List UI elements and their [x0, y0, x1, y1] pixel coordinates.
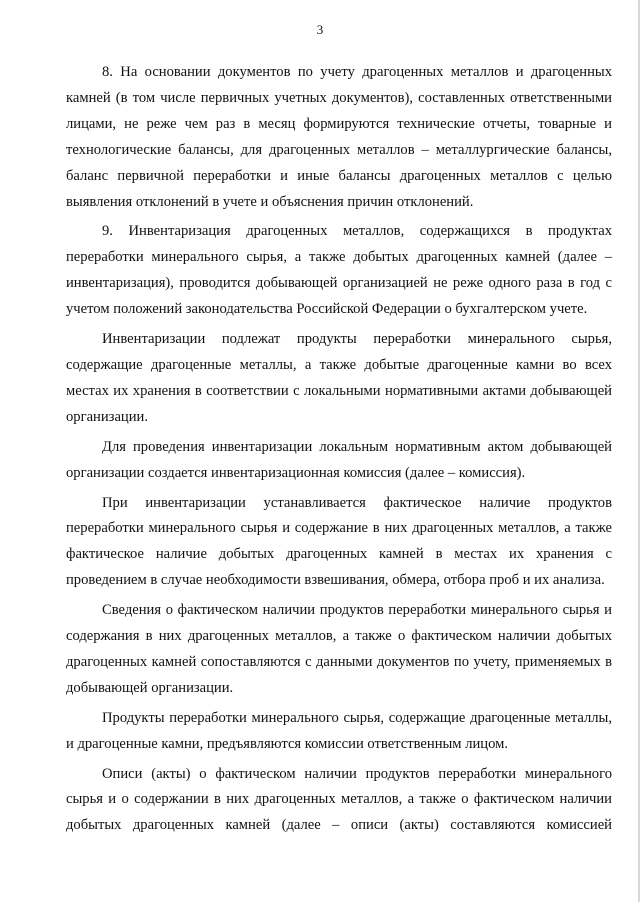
paragraph-presentation: Продукты переработки минерального сырья, содержащие драгоценные металлы, и драгоценные камни, предъявляются комиссии ответственным лицом.	[66, 709, 612, 752]
paragraph-9-inventory: 9. Инвентаризация драгоценных металлов, содержащихся в продуктах переработки минерального сырья, а также добытых драгоценных камней (далее – инвентаризация), проводится добывающей организацией не реже одного раза в год с учетом положений законодательства Российской Федерации о бухгалтерском учете.	[66, 223, 612, 318]
paragraph-inventory-lists: Описи (акты) о фактическом наличии продуктов переработки минерального сырья и о содержании в них драгоценных металлов, а также о фактическом наличии добытых драгоценных камней (далее – описи (акты) составляются комиссией	[66, 765, 612, 834]
page-number: 3	[316, 22, 324, 37]
document-body	[66, 60, 612, 839]
paragraph-actual-presence: При инвентаризации устанавливается фактическое наличие продуктов переработки минерального сырья и содержание в них драгоценных металлов, а также фактическое наличие добытых драгоценных камней в местах их хранения с проведением в случае необходимости взвешивания, обмера, отбора проб и их анализа.	[66, 494, 612, 589]
paragraph-8-balances: 8. На основании документов по учету драгоценных металлов и драгоценных камней (в том числе первичных учетных документов), составленных ответственными лицами, не реже чем раз в месяц формируются технические отчеты, товарные и технологические балансы, для драгоценных металлов – металлургические балансы, баланс первичной переработки и иные балансы драгоценных металлов с целью выявления отклонений в учете и объяснения причин отклонений.	[66, 64, 612, 210]
paragraph-commission: Для проведения инвентаризации локальным нормативным актом добывающей организации создается инвентаризационная комиссия (далее – комиссия).	[66, 438, 612, 481]
paragraph-inventory-subjects: Инвентаризации подлежат продукты переработки минерального сырья, содержащие драгоценные металлы, а также добытые драгоценные камни во всех местах их хранения в соответствии с локальными нормативными актами добывающей организации.	[66, 331, 612, 425]
paragraph-comparison: Сведения о фактическом наличии продуктов переработки минерального сырья и содержания в них драгоценных металлов, а также о фактическом наличии добытых драгоценных камней сопоставляются с данными документов по учету, применяемых в добывающей организации.	[66, 602, 612, 696]
